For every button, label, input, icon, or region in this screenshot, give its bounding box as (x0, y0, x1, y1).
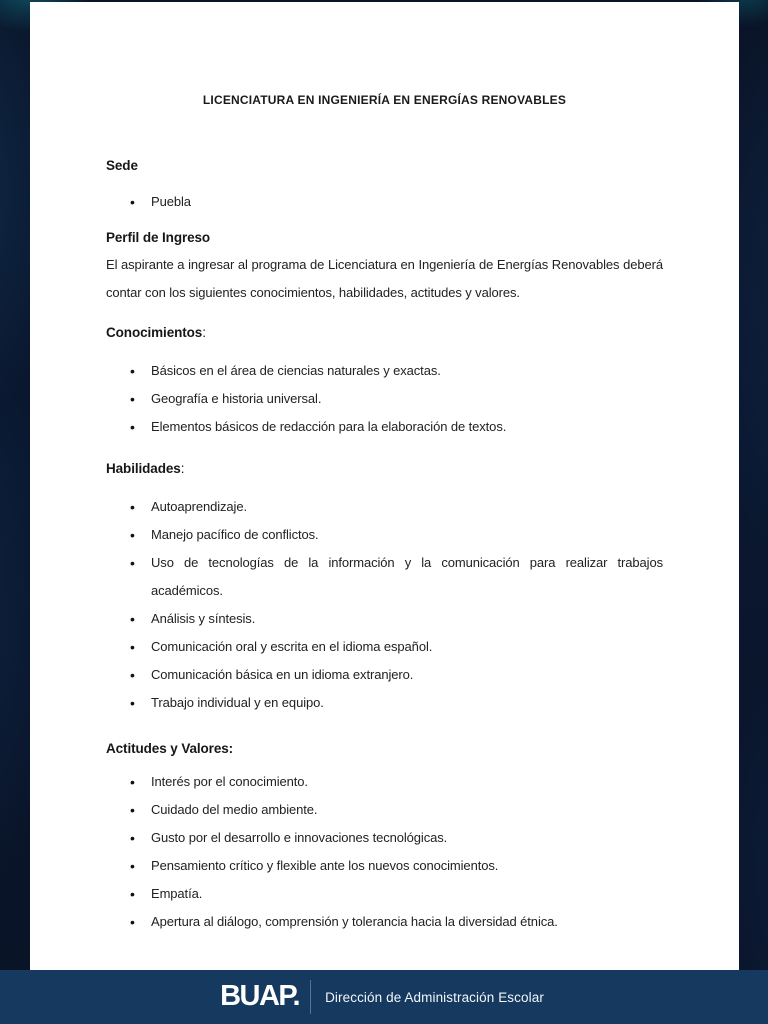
section-heading-perfil: Perfil de Ingreso (106, 230, 211, 245)
list-item (106, 689, 663, 717)
section-heading-conocimientos (106, 325, 663, 340)
perfil-paragraph: El aspirante a ingresar al programa de Licenciatura en Ingeniería de Energías Renovables deberá contar con los siguientes conocimientos, habilidades, actitudes y valores. (106, 257, 663, 300)
list-item-text: Comunicación básica en un idioma extranjero. (151, 667, 414, 682)
list-item-text: Interés por el conocimiento. (151, 774, 308, 789)
list-item (106, 605, 663, 633)
list-item-text: Uso de tecnologías de la información y la comunicación para realizar trabajos académicos. (151, 555, 663, 598)
bullet-icon: • (130, 363, 135, 379)
bullet-icon: • (130, 499, 135, 515)
list-item (106, 549, 663, 605)
habilidades-list (106, 493, 663, 717)
bullet-icon: • (130, 774, 135, 790)
list-item (106, 493, 663, 521)
list-item-text: Elementos básicos de redacción para la elaboración de textos. (151, 419, 507, 434)
bullet-icon: • (130, 194, 135, 210)
list-item (106, 852, 663, 880)
list-item (106, 521, 663, 549)
sede-list (106, 188, 663, 216)
list-item (106, 661, 663, 689)
list-item-text: Análisis y síntesis. (151, 611, 256, 626)
bullet-icon: • (130, 667, 135, 683)
document-content (30, 93, 739, 936)
list-item-text: Geografía e historia universal. (151, 391, 322, 406)
footer-department-label: Dirección de Administración Escolar (325, 989, 544, 1005)
buap-logo: BUAP. (220, 979, 300, 1012)
heading-colon: : (202, 325, 206, 340)
bullet-icon: • (130, 858, 135, 874)
list-item-text: Comunicación oral y escrita en el idioma español. (151, 639, 433, 654)
bullet-icon: • (130, 555, 135, 571)
document-page (30, 2, 739, 970)
list-item-text: Gusto por el desarrollo e innovaciones tecnológicas. (151, 830, 448, 845)
list-item (106, 768, 663, 796)
bullet-icon: • (130, 802, 135, 818)
list-item-text: Pensamiento crítico y flexible ante los nuevos conocimientos. (151, 858, 499, 873)
heading-word: Habilidades (106, 461, 181, 476)
bullet-icon: • (130, 886, 135, 902)
bullet-icon: • (130, 527, 135, 543)
list-item (106, 824, 663, 852)
list-item (106, 188, 663, 216)
bullet-icon: • (130, 419, 135, 435)
footer-bar (0, 970, 768, 1024)
list-item (106, 880, 663, 908)
footer-brand-group (220, 980, 544, 1014)
list-item-text: Apertura al diálogo, comprensión y tolerancia hacia la diversidad étnica. (151, 914, 558, 929)
list-item-text: Autoaprendizaje. (151, 499, 247, 514)
list-item-text: Empatía. (151, 886, 203, 901)
list-item-text: Puebla (151, 194, 191, 209)
section-heading-sede: Sede (106, 158, 138, 173)
heading-word: Conocimientos (106, 325, 203, 340)
list-item (106, 796, 663, 824)
section-heading-habilidades (106, 461, 663, 476)
page-title: LICENCIATURA EN INGENIERÍA EN ENERGÍAS RENOVABLES (202, 93, 567, 107)
list-item-text: Trabajo individual y en equipo. (151, 695, 324, 710)
actitudes-list (106, 768, 663, 936)
bullet-icon: • (130, 639, 135, 655)
list-item-text: Básicos en el área de ciencias naturales y exactas. (151, 363, 441, 378)
list-item (106, 633, 663, 661)
list-item (106, 908, 663, 936)
section-heading-actitudes: Actitudes y Valores: (106, 741, 234, 756)
list-item-text: Manejo pacífico de conflictos. (151, 527, 319, 542)
bullet-icon: • (130, 914, 135, 930)
bullet-icon: • (130, 391, 135, 407)
list-item (106, 413, 663, 441)
list-item (106, 357, 663, 385)
heading-colon: : (180, 461, 185, 476)
list-item-text: Cuidado del medio ambiente. (151, 802, 318, 817)
footer-divider (310, 980, 311, 1014)
list-item (106, 385, 663, 413)
conocimientos-list (106, 357, 663, 441)
bullet-icon: • (130, 830, 135, 846)
bullet-icon: • (130, 695, 135, 711)
bullet-icon: • (130, 611, 135, 627)
